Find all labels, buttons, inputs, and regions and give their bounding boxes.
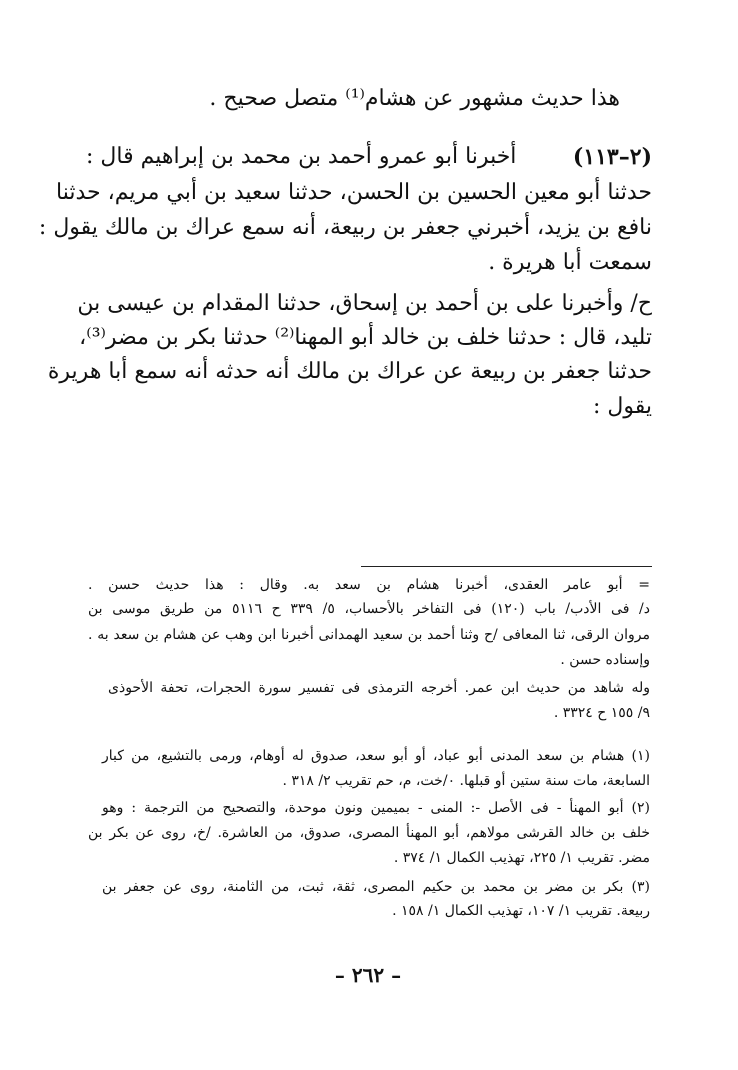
page-number: – ٢٦٢ –	[334, 963, 402, 987]
body-line-0: هذا حديث مشهور عن هشام⁽¹⁾ متصل صحيح .	[209, 86, 620, 111]
footnote-cont-line-5: وله شاهد من حديث ابن عمر. أخرجه الترمذى فى تفسير سورة الحجرات، تحفة الأحوذى	[108, 680, 650, 696]
body-line-6: تليد، قال : حدثنا خلف بن خالد أبو المهنا⁽²⁾ حدثنا بكر بن مضر⁽³⁾،	[79, 325, 652, 350]
footnote-cont-line-2: د/ فى الأدب/ باب (١٢٠) فى التفاخر بالأحساب، ٥/ ٣٣٩ ح ٥١١٦ من طريق موسى بن	[88, 601, 651, 617]
footnote-2-line-3: مضر. تقريب ١/ ٢٢٥، تهذيب الكمال ١/ ٣٧٤ .	[393, 850, 650, 866]
footnote-3-line-1: (٣) بكر بن مضر بن محمد بن حكيم المصرى، ثقة، ثبت، من الثامنة، روى عن جعفر بن	[102, 879, 650, 895]
footnote-2-line-1: (٢) أبو المهنأ - فى الأصل -: المنى - بميمين ونون موحدة، والتصحيح من الترجمة : وهو	[102, 800, 650, 816]
footnote-separator	[361, 566, 652, 567]
footnote-3-line-2: ربيعة. تقريب ١/ ١٠٧، تهذيب الكمال ١/ ١٥٨ .	[392, 903, 650, 919]
hadith-number: (٢–١١٣)	[572, 144, 652, 170]
body-line-7: حدثنا جعفر بن ربيعة عن عراك بن مالك أنه حدثه أنه سمع أبا هريرة	[47, 359, 652, 384]
footnote-2-line-2: خلف بن خالد القرشى مولاهم، أبو المهنأ المصرى، صدوق، من العاشرة. /خ، روى عن بكر بن	[88, 825, 650, 841]
body-line-2: حدثنا أبو معين الحسين بن الحسن، حدثنا سعيد بن أبي مريم، حدثنا	[56, 180, 652, 205]
footnote-cont-line-3: مروان الرقى، ثنا المعافى /ح وثنا أحمد بن سعيد الهمدانى أخبرنا ابن وهب عن هشام بن سعد به .	[88, 627, 650, 643]
body-line-4: سمعت أبا هريرة .	[488, 250, 652, 275]
body-line-5: ح/ وأخبرنا على بن أحمد بن إسحاق، حدثنا المقدام بن عيسى بن	[77, 291, 652, 316]
body-line-1-text: أخبرنا أبو عمرو أحمد بن محمد بن إبراهيم قال :	[86, 144, 517, 169]
body-line-8: يقول :	[592, 394, 652, 419]
body-line-1	[86, 144, 652, 170]
footnote-cont-line-6: ٩/ ١٥٥ ح ٣٣٢٤ .	[553, 705, 650, 721]
body-line-3: نافع بن يزيد، أخبرني جعفر بن ربيعة، أنه سمع عراك بن مالك يقول :	[38, 215, 652, 240]
footnote-cont-line-4: وإسناده حسن .	[560, 652, 650, 668]
footnote-1-line-2: السابعة، مات سنة ستين أو قبلها. ٠/خت، م، حم تقريب ٢/ ٣١٨ .	[282, 773, 650, 789]
footnote-1-line-1: (١) هشام بن سعد المدنى أبو عباد، أو أبو سعد، صدوق له أوهام، ورمى بالتشيع، من كبار	[102, 748, 650, 764]
footnote-cont-line-1: = أبو عامر العقدى، أخبرنا هشام بن سعد به. وقال : هذا حديث حسن .	[88, 577, 650, 593]
